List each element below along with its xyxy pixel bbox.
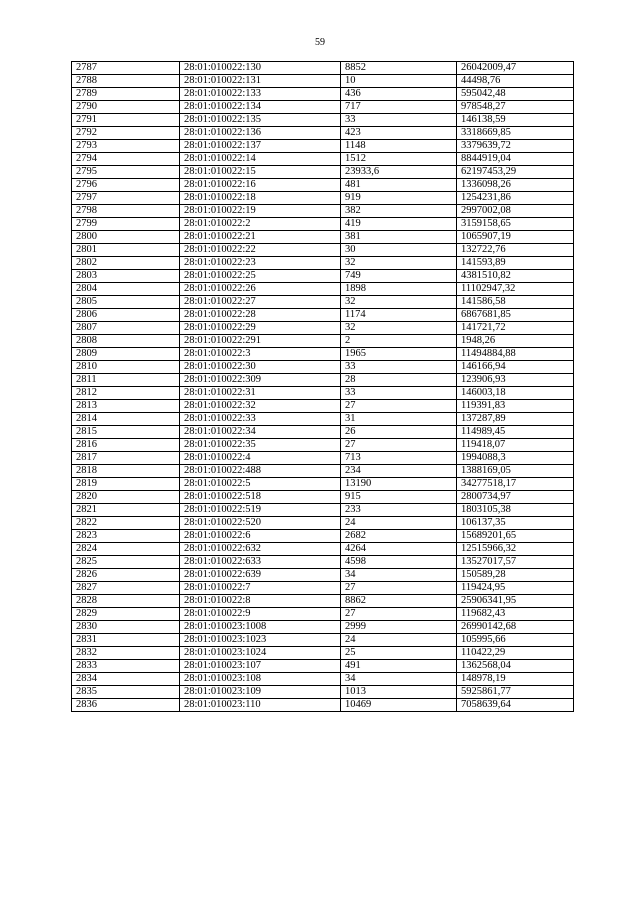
area-cell: 27 xyxy=(341,439,457,452)
area-cell: 1512 xyxy=(341,153,457,166)
row-index-cell: 2813 xyxy=(72,400,180,413)
cadastral-number-cell: 28:01:010023:109 xyxy=(180,686,341,699)
table-row xyxy=(72,205,574,218)
row-index-cell: 2820 xyxy=(72,491,180,504)
area-cell: 1148 xyxy=(341,140,457,153)
cadastral-number-cell: 28:01:010022:7 xyxy=(180,582,341,595)
row-index-cell: 2811 xyxy=(72,374,180,387)
row-index-cell: 2821 xyxy=(72,504,180,517)
cadastral-number-cell: 28:01:010022:22 xyxy=(180,244,341,257)
area-cell: 32 xyxy=(341,296,457,309)
area-cell: 27 xyxy=(341,608,457,621)
table-row xyxy=(72,504,574,517)
area-cell: 481 xyxy=(341,179,457,192)
table-row xyxy=(72,439,574,452)
area-cell: 33 xyxy=(341,361,457,374)
area-cell: 34 xyxy=(341,673,457,686)
table-row xyxy=(72,218,574,231)
value-cell: 6867681,85 xyxy=(457,309,574,322)
value-cell: 3159158,65 xyxy=(457,218,574,231)
cadastral-number-cell: 28:01:010022:632 xyxy=(180,543,341,556)
value-cell: 26042009,47 xyxy=(457,62,574,75)
area-cell: 33 xyxy=(341,114,457,127)
cadastral-number-cell: 28:01:010023:107 xyxy=(180,660,341,673)
area-cell: 25 xyxy=(341,647,457,660)
table-row xyxy=(72,127,574,140)
area-cell: 23933,6 xyxy=(341,166,457,179)
area-cell: 1013 xyxy=(341,686,457,699)
area-cell: 26 xyxy=(341,426,457,439)
area-cell: 713 xyxy=(341,452,457,465)
row-index-cell: 2798 xyxy=(72,205,180,218)
cadastral-number-cell: 28:01:010022:26 xyxy=(180,283,341,296)
cadastral-number-cell: 28:01:010022:6 xyxy=(180,530,341,543)
area-cell: 919 xyxy=(341,192,457,205)
row-index-cell: 2795 xyxy=(72,166,180,179)
cadastral-number-cell: 28:01:010022:4 xyxy=(180,452,341,465)
row-index-cell: 2828 xyxy=(72,595,180,608)
cadastral-number-cell: 28:01:010022:33 xyxy=(180,413,341,426)
value-cell: 110422,29 xyxy=(457,647,574,660)
row-index-cell: 2803 xyxy=(72,270,180,283)
row-index-cell: 2835 xyxy=(72,686,180,699)
table-row xyxy=(72,296,574,309)
value-cell: 1336098,26 xyxy=(457,179,574,192)
row-index-cell: 2802 xyxy=(72,257,180,270)
cadastral-number-cell: 28:01:010023:110 xyxy=(180,699,341,712)
table-row xyxy=(72,543,574,556)
value-cell: 2997002,08 xyxy=(457,205,574,218)
row-index-cell: 2833 xyxy=(72,660,180,673)
value-cell: 595042,48 xyxy=(457,88,574,101)
row-index-cell: 2789 xyxy=(72,88,180,101)
row-index-cell: 2791 xyxy=(72,114,180,127)
cadastral-number-cell: 28:01:010022:15 xyxy=(180,166,341,179)
table-row xyxy=(72,374,574,387)
row-index-cell: 2797 xyxy=(72,192,180,205)
area-cell: 382 xyxy=(341,205,457,218)
row-index-cell: 2836 xyxy=(72,699,180,712)
cadastral-number-cell: 28:01:010022:34 xyxy=(180,426,341,439)
value-cell: 119424,95 xyxy=(457,582,574,595)
area-cell: 30 xyxy=(341,244,457,257)
table-row xyxy=(72,478,574,491)
row-index-cell: 2830 xyxy=(72,621,180,634)
value-cell: 137287,89 xyxy=(457,413,574,426)
row-index-cell: 2810 xyxy=(72,361,180,374)
row-index-cell: 2809 xyxy=(72,348,180,361)
table-row xyxy=(72,257,574,270)
cadastral-number-cell: 28:01:010022:291 xyxy=(180,335,341,348)
row-index-cell: 2832 xyxy=(72,647,180,660)
cadastral-number-cell: 28:01:010023:108 xyxy=(180,673,341,686)
area-cell: 491 xyxy=(341,660,457,673)
area-cell: 27 xyxy=(341,582,457,595)
area-cell: 27 xyxy=(341,400,457,413)
value-cell: 119391,83 xyxy=(457,400,574,413)
area-cell: 2 xyxy=(341,335,457,348)
cadastral-number-cell: 28:01:010022:19 xyxy=(180,205,341,218)
table-row xyxy=(72,270,574,283)
value-cell: 1948,26 xyxy=(457,335,574,348)
cadastral-number-cell: 28:01:010022:639 xyxy=(180,569,341,582)
value-cell: 1994088,3 xyxy=(457,452,574,465)
area-cell: 2999 xyxy=(341,621,457,634)
cadastral-number-cell: 28:01:010022:633 xyxy=(180,556,341,569)
table-row xyxy=(72,244,574,257)
cadastral-number-cell: 28:01:010022:518 xyxy=(180,491,341,504)
area-cell: 423 xyxy=(341,127,457,140)
row-index-cell: 2816 xyxy=(72,439,180,452)
value-cell: 119682,43 xyxy=(457,608,574,621)
value-cell: 11102947,32 xyxy=(457,283,574,296)
row-index-cell: 2826 xyxy=(72,569,180,582)
area-cell: 381 xyxy=(341,231,457,244)
row-index-cell: 2805 xyxy=(72,296,180,309)
table-row xyxy=(72,699,574,712)
row-index-cell: 2794 xyxy=(72,153,180,166)
table-row xyxy=(72,75,574,88)
cadastral-number-cell: 28:01:010022:23 xyxy=(180,257,341,270)
value-cell: 978548,27 xyxy=(457,101,574,114)
value-cell: 12515966,32 xyxy=(457,543,574,556)
row-index-cell: 2808 xyxy=(72,335,180,348)
cadastral-number-cell: 28:01:010022:131 xyxy=(180,75,341,88)
row-index-cell: 2819 xyxy=(72,478,180,491)
cadastral-number-cell: 28:01:010022:2 xyxy=(180,218,341,231)
value-cell: 7058639,64 xyxy=(457,699,574,712)
row-index-cell: 2814 xyxy=(72,413,180,426)
table-row xyxy=(72,530,574,543)
cadastral-number-cell: 28:01:010022:9 xyxy=(180,608,341,621)
cadastral-number-cell: 28:01:010022:520 xyxy=(180,517,341,530)
cadastral-number-cell: 28:01:010022:130 xyxy=(180,62,341,75)
cadastral-number-cell: 28:01:010022:519 xyxy=(180,504,341,517)
cadastral-number-cell: 28:01:010022:8 xyxy=(180,595,341,608)
row-index-cell: 2815 xyxy=(72,426,180,439)
table-row xyxy=(72,153,574,166)
table-row xyxy=(72,634,574,647)
area-cell: 32 xyxy=(341,257,457,270)
row-index-cell: 2788 xyxy=(72,75,180,88)
cadastral-number-cell: 28:01:010022:5 xyxy=(180,478,341,491)
table-row xyxy=(72,673,574,686)
cadastral-number-cell: 28:01:010022:35 xyxy=(180,439,341,452)
area-cell: 32 xyxy=(341,322,457,335)
table-row xyxy=(72,335,574,348)
table-row xyxy=(72,582,574,595)
cadastral-number-cell: 28:01:010022:25 xyxy=(180,270,341,283)
table-row xyxy=(72,179,574,192)
value-cell: 5925861,77 xyxy=(457,686,574,699)
value-cell: 132722,76 xyxy=(457,244,574,257)
row-index-cell: 2834 xyxy=(72,673,180,686)
row-index-cell: 2825 xyxy=(72,556,180,569)
area-cell: 1965 xyxy=(341,348,457,361)
table-row xyxy=(72,517,574,530)
table-row xyxy=(72,283,574,296)
cadastral-number-cell: 28:01:010022:309 xyxy=(180,374,341,387)
row-index-cell: 2818 xyxy=(72,465,180,478)
area-cell: 749 xyxy=(341,270,457,283)
value-cell: 119418,07 xyxy=(457,439,574,452)
value-cell: 4381510,82 xyxy=(457,270,574,283)
table-row xyxy=(72,88,574,101)
value-cell: 26990142,68 xyxy=(457,621,574,634)
row-index-cell: 2792 xyxy=(72,127,180,140)
area-cell: 1174 xyxy=(341,309,457,322)
value-cell: 148978,19 xyxy=(457,673,574,686)
cadastral-number-cell: 28:01:010022:21 xyxy=(180,231,341,244)
value-cell: 141721,72 xyxy=(457,322,574,335)
row-index-cell: 2827 xyxy=(72,582,180,595)
value-cell: 11494884,88 xyxy=(457,348,574,361)
value-cell: 1803105,38 xyxy=(457,504,574,517)
cadastral-number-cell: 28:01:010022:28 xyxy=(180,309,341,322)
cadastral-number-cell: 28:01:010023:1024 xyxy=(180,647,341,660)
row-index-cell: 2799 xyxy=(72,218,180,231)
area-cell: 717 xyxy=(341,101,457,114)
value-cell: 1388169,05 xyxy=(457,465,574,478)
table-row xyxy=(72,387,574,400)
page-number: 59 xyxy=(315,37,325,48)
cadastral-number-cell: 28:01:010023:1023 xyxy=(180,634,341,647)
row-index-cell: 2829 xyxy=(72,608,180,621)
table-row xyxy=(72,686,574,699)
row-index-cell: 2800 xyxy=(72,231,180,244)
row-index-cell: 2822 xyxy=(72,517,180,530)
area-cell: 24 xyxy=(341,634,457,647)
table-row xyxy=(72,608,574,621)
area-cell: 419 xyxy=(341,218,457,231)
area-cell: 2682 xyxy=(341,530,457,543)
row-index-cell: 2801 xyxy=(72,244,180,257)
cadastral-number-cell: 28:01:010022:14 xyxy=(180,153,341,166)
area-cell: 33 xyxy=(341,387,457,400)
table-row xyxy=(72,556,574,569)
row-index-cell: 2790 xyxy=(72,101,180,114)
cadastral-number-cell: 28:01:010022:29 xyxy=(180,322,341,335)
table-row xyxy=(72,400,574,413)
cadastral-number-cell: 28:01:010022:136 xyxy=(180,127,341,140)
area-cell: 234 xyxy=(341,465,457,478)
value-cell: 3379639,72 xyxy=(457,140,574,153)
table-row xyxy=(72,101,574,114)
value-cell: 114989,45 xyxy=(457,426,574,439)
area-cell: 4598 xyxy=(341,556,457,569)
table-row xyxy=(72,62,574,75)
table-row xyxy=(72,426,574,439)
cadastral-number-cell: 28:01:010022:27 xyxy=(180,296,341,309)
value-cell: 1065907,19 xyxy=(457,231,574,244)
value-cell: 1254231,86 xyxy=(457,192,574,205)
table-row xyxy=(72,231,574,244)
cadastral-number-cell: 28:01:010022:3 xyxy=(180,348,341,361)
value-cell: 123906,93 xyxy=(457,374,574,387)
table-row xyxy=(72,322,574,335)
area-cell: 1898 xyxy=(341,283,457,296)
area-cell: 436 xyxy=(341,88,457,101)
value-cell: 1362568,04 xyxy=(457,660,574,673)
value-cell: 141593,89 xyxy=(457,257,574,270)
table-row xyxy=(72,595,574,608)
table-row xyxy=(72,647,574,660)
table-row xyxy=(72,569,574,582)
area-cell: 4264 xyxy=(341,543,457,556)
row-index-cell: 2812 xyxy=(72,387,180,400)
table-row xyxy=(72,140,574,153)
row-index-cell: 2831 xyxy=(72,634,180,647)
table-row xyxy=(72,621,574,634)
cadastral-number-cell: 28:01:010022:16 xyxy=(180,179,341,192)
area-cell: 10469 xyxy=(341,699,457,712)
table-row xyxy=(72,348,574,361)
row-index-cell: 2823 xyxy=(72,530,180,543)
area-cell: 34 xyxy=(341,569,457,582)
value-cell: 146138,59 xyxy=(457,114,574,127)
value-cell: 146003,18 xyxy=(457,387,574,400)
value-cell: 106137,35 xyxy=(457,517,574,530)
cadastral-number-cell: 28:01:010022:133 xyxy=(180,88,341,101)
value-cell: 2800734,97 xyxy=(457,491,574,504)
area-cell: 28 xyxy=(341,374,457,387)
table-row xyxy=(72,413,574,426)
cadastral-number-cell: 28:01:010022:135 xyxy=(180,114,341,127)
table-row xyxy=(72,166,574,179)
value-cell: 105995,66 xyxy=(457,634,574,647)
table-row xyxy=(72,361,574,374)
value-cell: 44498,76 xyxy=(457,75,574,88)
table-row xyxy=(72,491,574,504)
area-cell: 31 xyxy=(341,413,457,426)
area-cell: 10 xyxy=(341,75,457,88)
cadastral-table xyxy=(71,61,574,712)
value-cell: 25906341,95 xyxy=(457,595,574,608)
table-row xyxy=(72,309,574,322)
area-cell: 8862 xyxy=(341,595,457,608)
row-index-cell: 2787 xyxy=(72,62,180,75)
value-cell: 146166,94 xyxy=(457,361,574,374)
value-cell: 13527017,57 xyxy=(457,556,574,569)
cadastral-number-cell: 28:01:010022:18 xyxy=(180,192,341,205)
row-index-cell: 2824 xyxy=(72,543,180,556)
cadastral-number-cell: 28:01:010023:1008 xyxy=(180,621,341,634)
cadastral-number-cell: 28:01:010022:32 xyxy=(180,400,341,413)
row-index-cell: 2806 xyxy=(72,309,180,322)
row-index-cell: 2807 xyxy=(72,322,180,335)
cadastral-number-cell: 28:01:010022:134 xyxy=(180,101,341,114)
row-index-cell: 2796 xyxy=(72,179,180,192)
area-cell: 233 xyxy=(341,504,457,517)
table-row xyxy=(72,114,574,127)
area-cell: 13190 xyxy=(341,478,457,491)
cadastral-number-cell: 28:01:010022:30 xyxy=(180,361,341,374)
value-cell: 8844919,04 xyxy=(457,153,574,166)
value-cell: 150589,28 xyxy=(457,569,574,582)
row-index-cell: 2817 xyxy=(72,452,180,465)
cadastral-number-cell: 28:01:010022:137 xyxy=(180,140,341,153)
table-body xyxy=(72,62,574,712)
cadastral-number-cell: 28:01:010022:31 xyxy=(180,387,341,400)
table-row xyxy=(72,660,574,673)
table-row xyxy=(72,192,574,205)
area-cell: 24 xyxy=(341,517,457,530)
row-index-cell: 2804 xyxy=(72,283,180,296)
value-cell: 62197453,29 xyxy=(457,166,574,179)
table-row xyxy=(72,465,574,478)
area-cell: 8852 xyxy=(341,62,457,75)
area-cell: 915 xyxy=(341,491,457,504)
cadastral-number-cell: 28:01:010022:488 xyxy=(180,465,341,478)
value-cell: 15689201,65 xyxy=(457,530,574,543)
table-row xyxy=(72,452,574,465)
value-cell: 34277518,17 xyxy=(457,478,574,491)
value-cell: 141586,58 xyxy=(457,296,574,309)
value-cell: 3318669,85 xyxy=(457,127,574,140)
row-index-cell: 2793 xyxy=(72,140,180,153)
